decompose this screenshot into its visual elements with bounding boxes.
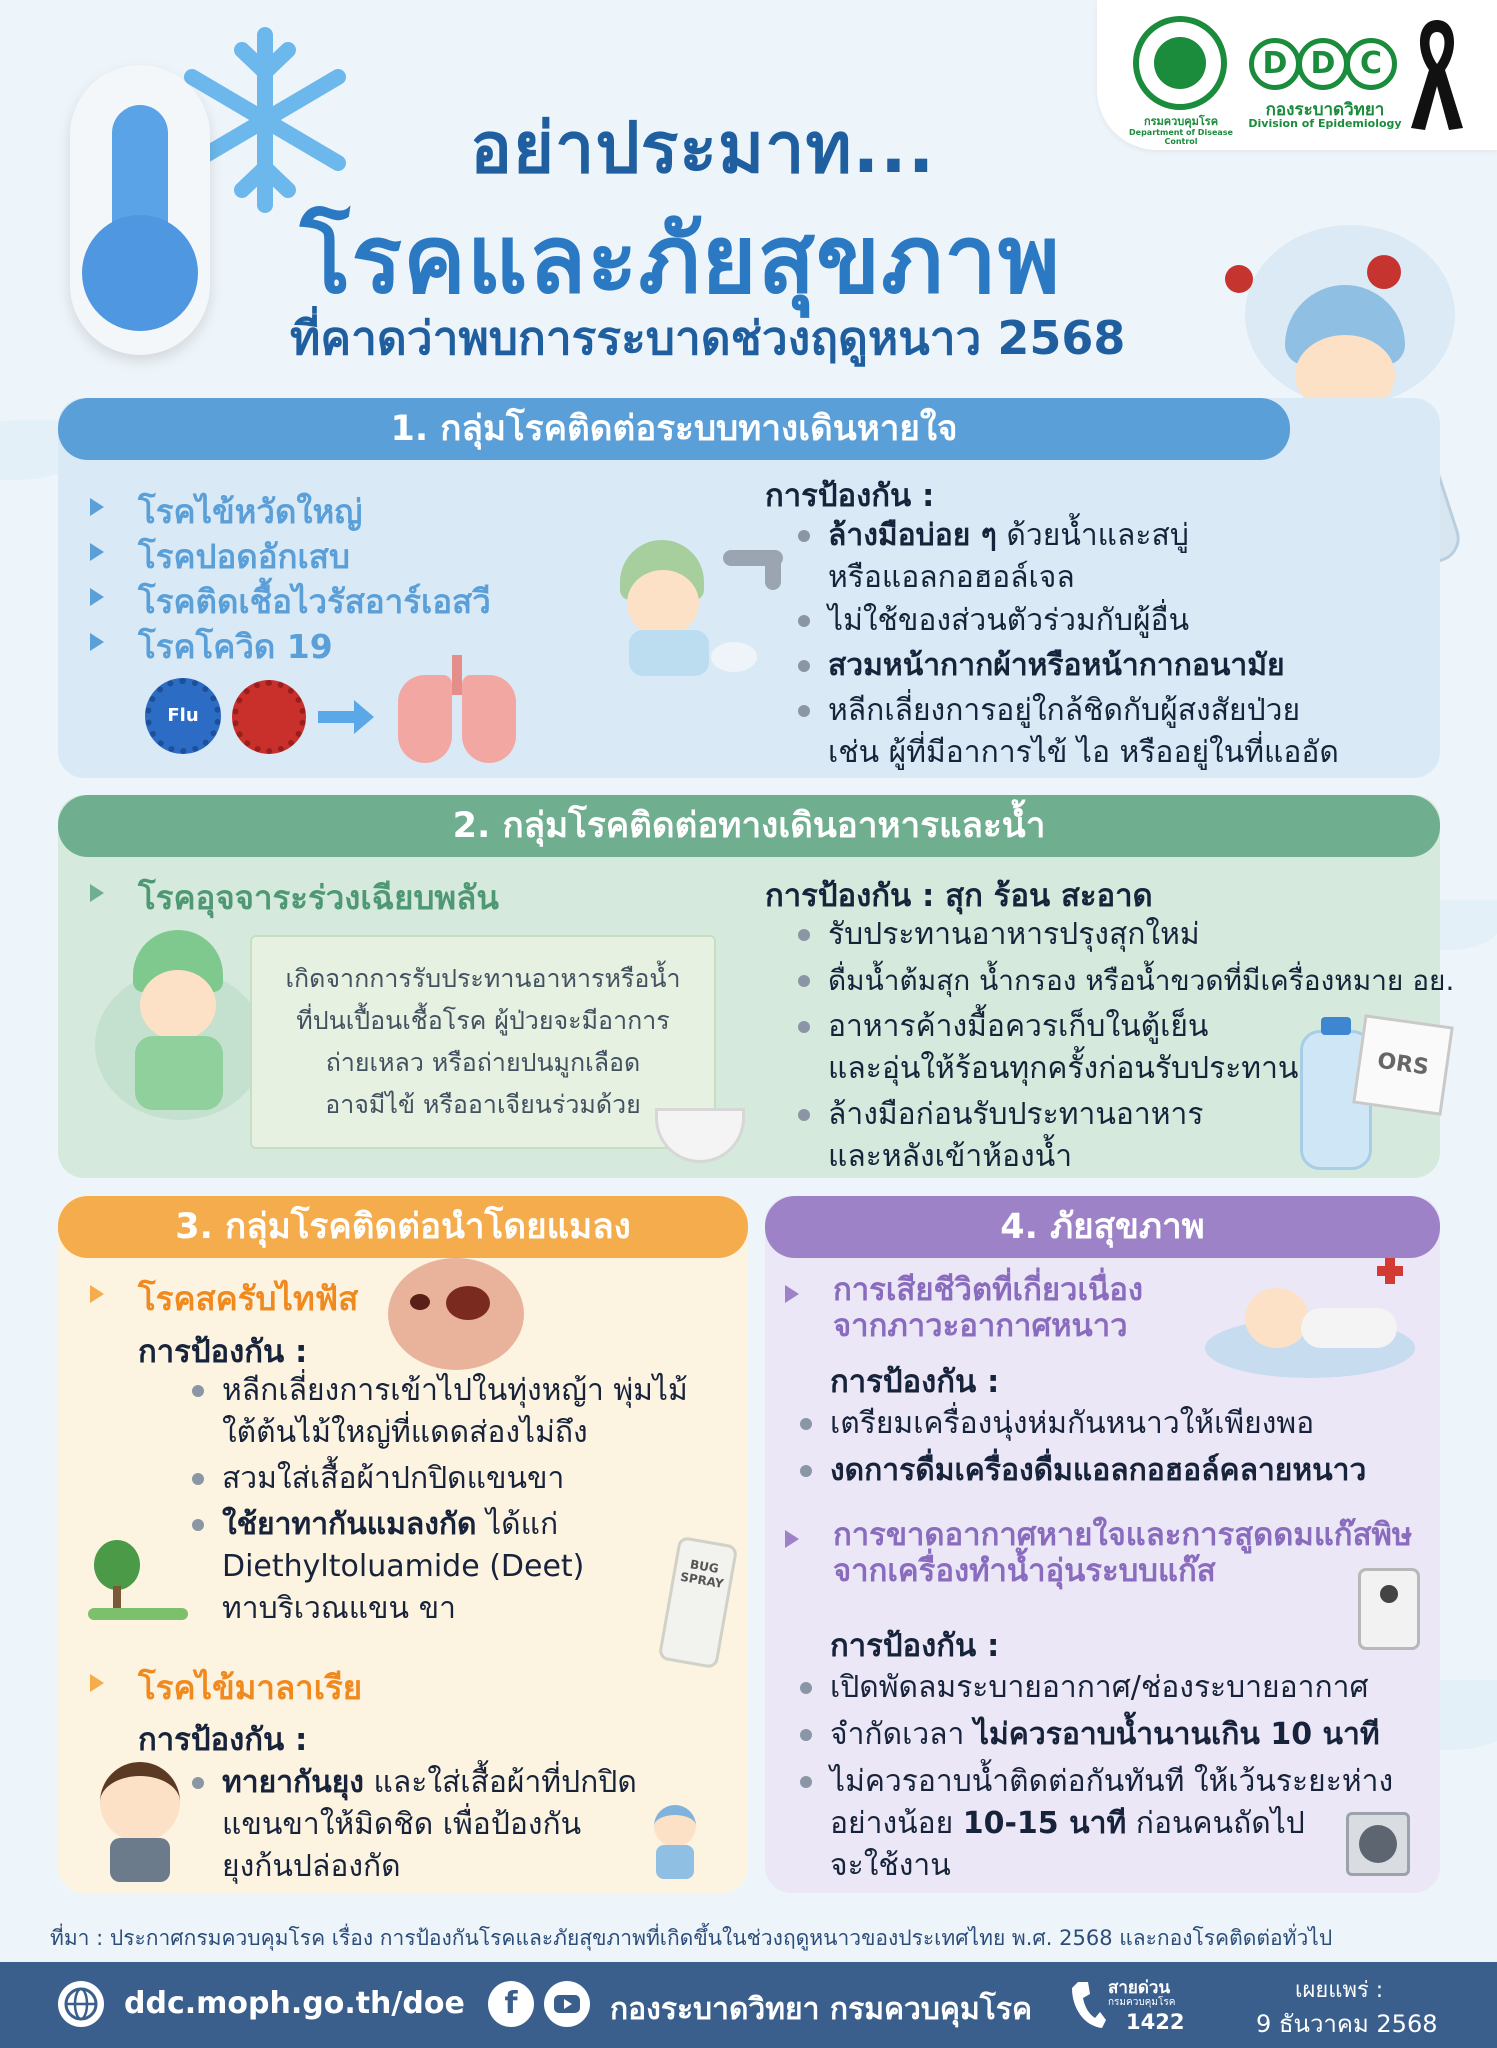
red-virus-icon	[232, 680, 306, 754]
ddc-logo-letter: D	[1249, 38, 1301, 90]
published-date: 9 ธันวาคม 2568	[1256, 2010, 1438, 2038]
cold-baby-illustration	[1205, 1258, 1415, 1378]
hotline-number[interactable]: 1422	[1126, 2010, 1185, 2034]
prevention-item: สวมใส่เสื้อผ้าปกปิดแขนขา	[222, 1458, 564, 1500]
disease-description-line: เกิดจากการรับประทานอาหารหรือน้ำ	[285, 964, 681, 993]
bullet-triangle-icon	[90, 1674, 104, 1692]
moph-logo-caption-en: Department of Disease Control	[1129, 128, 1233, 146]
hazard-name: การขาดอากาศหายใจและการสูดดมแก๊สพิษ จากเครื่องทำน้ำอุ่นระบบแก๊ส	[833, 1517, 1413, 1589]
ddc-logo-letter: C	[1345, 38, 1397, 90]
section-food-water-heading-bar	[58, 795, 1440, 857]
disease-description-line: อาจมีไข้ หรืออาเจียนร่วมด้วย	[325, 1090, 641, 1119]
published-label: เผยแพร่ :	[1295, 1978, 1384, 2003]
lungs-icon	[398, 655, 518, 765]
facebook-icon[interactable]: f	[488, 1981, 534, 2027]
handwashing-child-illustration	[615, 540, 795, 680]
prevention-item: ทายากันยุง และใส่เสื้อผ้าที่ปกปิด แขนขาให้มิดชิด เพื่อป้องกัน ยุงก้นปล่องกัด	[222, 1762, 637, 1888]
disease-description-line: ถ่ายเหลว หรือถ่ายปนมูกเลือด	[325, 1048, 641, 1077]
prevention-item: รับประทานอาหารปรุงสุกใหม่	[828, 914, 1200, 956]
title-line1: อย่าประมาท...	[470, 107, 936, 189]
ddc-logo-letter: D	[1297, 38, 1349, 90]
flu-label: Flu	[167, 705, 199, 726]
bullet-triangle-icon	[90, 588, 104, 606]
mosquito-child-icon	[640, 1805, 710, 1885]
youtube-icon[interactable]	[544, 1981, 590, 2027]
prevention-item: หลีกเลี่ยงการเข้าไปในทุ่งหญ้า พุ่มไม้ ใต้ต้นไม้ใหญ่ที่แดดส่องไม่ถึง	[222, 1370, 688, 1454]
section-respiratory-heading: 1. กลุ่มโรคติดต่อระบบทางเดินหายใจ	[390, 409, 958, 449]
bullet-triangle-icon	[785, 1285, 799, 1303]
mourning-ribbon-icon	[1407, 14, 1467, 134]
hazard-name: การเสียชีวิตที่เกี่ยวเนื่อง จากภาวะอากาศหนาว	[833, 1272, 1143, 1344]
website-link[interactable]: ddc.moph.go.th/doe	[124, 1986, 465, 2021]
ors-label: ORS	[1375, 1048, 1431, 1081]
chigger-mite-icon	[388, 1258, 524, 1370]
phone-icon	[1070, 1980, 1106, 2030]
prevention-item: ล้างมือก่อนรับประทานอาหาร และหลังเข้าห้องน้ำ	[828, 1094, 1204, 1178]
bullet-triangle-icon	[90, 543, 104, 561]
flu-virus-icon	[145, 678, 221, 754]
prevention-item: สวมหน้ากากผ้าหรือหน้ากากอนามัย	[828, 645, 1285, 687]
prevention-heading: การป้องกัน :	[830, 1364, 1000, 1400]
ddc-logo-caption-en: Division of Epidemiology	[1248, 117, 1402, 130]
tree-grass-icon	[88, 1540, 188, 1620]
disease-name: โรคสครับไทฟัส	[138, 1279, 359, 1318]
prevention-item: เปิดพัดลมระบายอากาศ/ช่องระบายอากาศ	[830, 1667, 1369, 1709]
sad-child-illustration	[100, 1762, 180, 1882]
bullet-triangle-icon	[785, 1530, 799, 1548]
hotline-label: สายด่วน	[1108, 1978, 1171, 1998]
section-vector-borne-heading-bar	[58, 1196, 748, 1258]
prevention-item: ไม่ควรอาบน้ำติดต่อกันทันที ให้เว้นระยะห่าง อย่างน้อย 10-15 นาที ก่อนคนถัดไป จะใช้งาน	[830, 1761, 1393, 1887]
prevention-item: ไม่ใช้ของส่วนตัวร่วมกับผู้อื่น	[828, 600, 1189, 642]
prevention-item: จำกัดเวลา ไม่ควรอาบน้ำนานเกิน 10 นาที	[830, 1714, 1380, 1756]
source-citation: ที่มา : ประกาศกรมควบคุมโรค เรื่อง การป้องกันโรคและภัยสุขภาพที่เกิดขึ้นในช่วงฤดูหนาวของประเทศไทย พ.ศ. 2568 และกองโรคติดต่อทั่วไป	[50, 1926, 1333, 1950]
prevention-heading: การป้องกัน :	[765, 478, 935, 514]
logo-area	[1097, 0, 1497, 150]
disease-description-box	[250, 935, 716, 1149]
disease-name: โรคโควิด 19	[138, 627, 333, 666]
disease-name: โรคไข้มาลาเรีย	[138, 1668, 363, 1707]
prevention-item: ใช้ยาทากันแมลงกัด ได้แก่ Diethyltoluamide (Deet) ทาบริเวณแขน ขา	[222, 1504, 584, 1630]
exhaust-fan-icon	[1346, 1812, 1410, 1876]
disease-description-line: ที่ปนเปื้อนเชื้อโรค ผู้ป่วยจะมีอาการ	[296, 1006, 670, 1035]
disease-name: โรคปอดอักเสบ	[138, 537, 350, 576]
sick-child-toilet-illustration	[95, 930, 265, 1130]
disease-name: โรคติดเชื้อไวรัสอาร์เอสวี	[138, 582, 491, 621]
disease-name: โรคอุจจาระร่วงเฉียบพลัน	[138, 878, 499, 917]
gas-water-heater-icon	[1358, 1568, 1420, 1650]
social-page-name[interactable]: กองระบาดวิทยา กรมควบคุมโรค	[610, 1992, 1033, 2027]
arrow-right-icon	[318, 700, 374, 734]
prevention-item: เตรียมเครื่องนุ่งห่มกันหนาวให้เพียงพอ	[830, 1403, 1314, 1445]
prevention-heading: การป้องกัน :	[830, 1628, 1000, 1664]
hotline-sub: กรมควบคุมโรค	[1108, 1997, 1176, 2008]
bullet-triangle-icon	[90, 884, 104, 902]
globe-icon	[58, 1981, 104, 2027]
section-health-hazards-heading: 4. ภัยสุขภาพ	[1000, 1207, 1205, 1247]
section-food-water-heading: 2. กลุ่มโรคติดต่อทางเดินอาหารและน้ำ	[452, 806, 1046, 846]
spray-label: BUG SPRAY	[679, 1557, 725, 1592]
moph-logo	[1133, 16, 1227, 110]
footer-bar	[0, 1962, 1497, 2048]
prevention-heading: การป้องกัน :	[138, 1722, 308, 1758]
bullet-triangle-icon	[90, 498, 104, 516]
prevention-item: อาหารค้างมื้อควรเก็บในตู้เย็น และอุ่นให้ร้อนทุกครั้งก่อนรับประทาน	[828, 1006, 1298, 1090]
section-vector-borne-heading: 3. กลุ่มโรคติดต่อนำโดยแมลง	[175, 1207, 631, 1247]
title-line3: ที่คาดว่าพบการระบาดช่วงฤดูหนาว 2568	[290, 311, 1126, 365]
prevention-item: ล้างมือบ่อย ๆ ด้วยน้ำและสบู่ หรือแอลกอฮอล์เจล	[828, 515, 1189, 599]
ddc-logo-caption: กองระบาดวิทยา	[1265, 100, 1385, 120]
thermometer-icon	[70, 65, 210, 355]
ors-packet-icon	[1352, 1014, 1454, 1116]
prevention-heading: การป้องกัน :	[138, 1334, 308, 1370]
title-line2: โรคและภัยสุขภาพ	[300, 206, 1061, 315]
bullet-triangle-icon	[90, 1285, 104, 1303]
moph-logo-caption: กรมควบคุมโรค	[1143, 115, 1219, 128]
disease-name: โรคไข้หวัดใหญ่	[138, 492, 363, 531]
section-respiratory-heading-bar	[58, 398, 1290, 460]
prevention-item: งดการดื่มเครื่องดื่มแอลกอฮอล์คลายหนาว	[830, 1450, 1366, 1492]
bullet-triangle-icon	[90, 633, 104, 651]
prevention-heading: การป้องกัน : สุก ร้อน สะอาด	[765, 878, 1153, 914]
section-health-hazards-heading-bar	[765, 1196, 1440, 1258]
prevention-item: หลีกเลี่ยงการอยู่ใกล้ชิดกับผู้สงสัยป่วย เช่น ผู้ที่มีอาการไข้ ไอ หรืออยู่ในที่แออัด	[828, 690, 1339, 774]
prevention-item: ดื่มน้ำต้มสุก น้ำกรอง หรือน้ำขวดที่มีเครื่องหมาย อย.	[828, 960, 1454, 1002]
